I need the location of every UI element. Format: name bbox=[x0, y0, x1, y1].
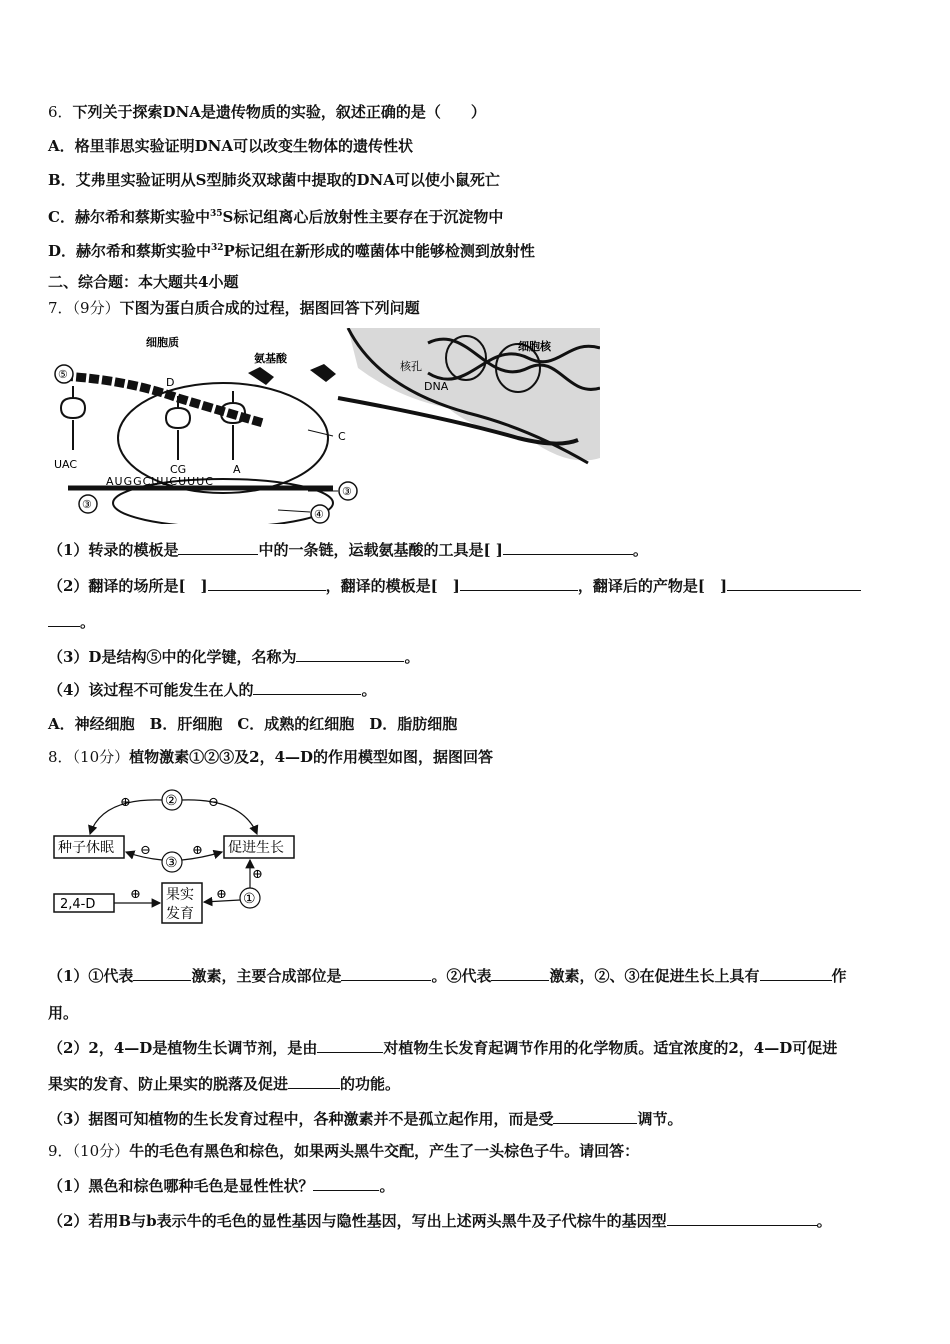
q6-option-d bbox=[48, 237, 535, 262]
section-2-heading: 二、综合题：本大题共4小题 bbox=[48, 273, 239, 291]
label-uac: UAC bbox=[54, 458, 78, 471]
q7-p1-a: （1）转录的模板是 bbox=[48, 541, 179, 559]
q9-p1-a: （1）黑色和棕色哪种毛色是显性性状？ bbox=[48, 1177, 314, 1195]
q7-p1-b: 中的一条链，运载氨基酸的工具是[ ] bbox=[258, 541, 503, 559]
q6-stem bbox=[48, 101, 486, 123]
q6-stem-text: 下列关于探索DNA是遗传物质的实验，叙述正确的是（ ） bbox=[72, 103, 486, 121]
label-cytoplasm: 细胞质 bbox=[146, 336, 179, 349]
q6-d-post: P标记组在新形成的噬菌体中能够检测到放射性 bbox=[223, 242, 535, 260]
sign-plus-24d-fruit: ⊕ bbox=[130, 887, 141, 902]
q6-option-a: A．格里菲思实验证明DNA可以改变生物体的遗传性状 bbox=[48, 137, 413, 155]
q7-part-2-cont bbox=[48, 610, 95, 633]
label-nucleus: 细胞核 bbox=[518, 340, 551, 353]
q6-option-c bbox=[48, 203, 503, 228]
q7-p2-blank-3-cont[interactable] bbox=[48, 610, 80, 627]
label-anticodon-mid: CG bbox=[170, 463, 187, 476]
q7-score: （9分） bbox=[72, 299, 120, 317]
q8-number: 8． bbox=[48, 748, 73, 766]
q7-p2-b: ，翻译的模板是[ ] bbox=[325, 577, 460, 595]
q8-p1-d: 激素，②、③在促进生长上具有 bbox=[549, 967, 760, 985]
q7-stem bbox=[48, 297, 420, 319]
q7-p2-a: （2）翻译的场所是[ ] bbox=[48, 577, 208, 595]
arrow-2-to-growth bbox=[182, 800, 257, 834]
q8-p2-blank-2[interactable] bbox=[288, 1072, 340, 1089]
q7-part-2 bbox=[48, 574, 861, 597]
q7-p3-a: （3）D是结构⑤中的化学键，名称为 bbox=[48, 648, 297, 666]
q7-part-3 bbox=[48, 645, 419, 668]
label-5: ⑤ bbox=[58, 368, 68, 381]
label-seed-dormancy: 种子休眠 bbox=[58, 840, 114, 856]
sign-plus-1-fruit: ⊕ bbox=[216, 887, 227, 902]
q8-part-2 bbox=[48, 1036, 837, 1059]
hormone-3-label: ③ bbox=[165, 855, 178, 871]
label-3b: ③ bbox=[82, 498, 92, 511]
free-amino-acid-2 bbox=[310, 364, 336, 382]
q8-p1-blank-1[interactable] bbox=[133, 964, 191, 981]
q8-p1-a: （1）①代表 bbox=[48, 967, 134, 985]
q9-p2-blank[interactable] bbox=[667, 1209, 817, 1226]
q6-d-sup: 32 bbox=[211, 243, 224, 253]
q6-c-post: S标记组离心后放射性主要存在于沉淀物中 bbox=[222, 208, 504, 226]
q9-p2-b: 。 bbox=[816, 1212, 832, 1230]
sign-minus-2-growth: ⊖ bbox=[208, 795, 219, 810]
q9-part-1 bbox=[48, 1174, 394, 1197]
label-fruit-line2: 发育 bbox=[166, 906, 194, 922]
trna-left bbox=[61, 386, 85, 450]
q8-p2-b: 对植物生长发育起调节作用的化学物质。适宜浓度的2，4—D可促进 bbox=[383, 1039, 838, 1057]
q8-p1-blank-4[interactable] bbox=[760, 964, 832, 981]
q7-number: 7． bbox=[48, 299, 73, 317]
label-fruit-line1: 果实 bbox=[166, 887, 194, 903]
sign-plus-3-growth: ⊕ bbox=[192, 843, 203, 858]
label-pore: 核孔 bbox=[400, 360, 422, 373]
q9-part-2 bbox=[48, 1209, 832, 1232]
q8-p2-a: （2）2，4—D是植物生长调节剂，是由 bbox=[48, 1039, 318, 1057]
q7-p2-blank-3[interactable] bbox=[727, 574, 861, 591]
q8-p3-blank[interactable] bbox=[553, 1107, 637, 1124]
q7-part-4 bbox=[48, 678, 376, 701]
free-amino-acid-1 bbox=[248, 367, 274, 385]
q8-p1-blank-2[interactable] bbox=[341, 964, 431, 981]
label-24d: 2,4-D bbox=[60, 897, 96, 912]
q7-p1-blank-1[interactable] bbox=[178, 538, 258, 555]
q6-option-b: B．艾弗里实验证明从S型肺炎双球菌中提取的DNA可以使小鼠死亡 bbox=[48, 171, 500, 189]
q9-stem-text: 牛的毛色有黑色和棕色，如果两头黑牛交配，产生了一头棕色子牛。请回答： bbox=[129, 1142, 640, 1160]
protein-synthesis-figure bbox=[48, 328, 600, 524]
label-dna: DNA bbox=[424, 380, 449, 393]
q7-p4-b: 。 bbox=[361, 681, 377, 699]
q8-stem-text: 植物激素①②③及2，4—D的作用模型如图，据图回答 bbox=[129, 748, 494, 766]
q8-p2-c: 果实的发育、防止果实的脱落及促进 bbox=[48, 1075, 289, 1093]
sign-minus-3-dormancy: ⊖ bbox=[140, 843, 151, 858]
q8-score: （10分） bbox=[72, 748, 130, 766]
q9-number: 9． bbox=[48, 1142, 73, 1160]
q9-score: （10分） bbox=[72, 1142, 130, 1160]
q9-p1-blank[interactable] bbox=[313, 1174, 379, 1191]
q6-number: 6． bbox=[48, 103, 73, 121]
label-mrna-sequence: AUGGCUUCUUUC bbox=[106, 475, 214, 488]
label-d: D bbox=[166, 376, 175, 389]
plant-hormone-diagram bbox=[52, 788, 302, 928]
q8-p3-a: （3）据图可知植物的生长发育过程中，各种激素并不是孤立起作用，而是受 bbox=[48, 1110, 554, 1128]
q7-p2-end: 。 bbox=[80, 613, 96, 631]
q7-p4-a: （4）该过程不可能发生在人的 bbox=[48, 681, 254, 699]
hormone-1-label: ① bbox=[243, 891, 256, 907]
label-amino-acid: 氨基酸 bbox=[254, 352, 287, 365]
hormone-2-label: ② bbox=[165, 793, 178, 809]
q7-part-1 bbox=[48, 538, 648, 561]
q8-p1-c: 。②代表 bbox=[431, 967, 492, 985]
q6-c-sup: 35 bbox=[209, 209, 223, 219]
q8-stem bbox=[48, 746, 493, 768]
label-promote-growth: 促进生长 bbox=[228, 840, 284, 856]
q9-stem bbox=[48, 1140, 639, 1162]
q8-part-3 bbox=[48, 1107, 682, 1130]
q8-p1-e: 作 bbox=[831, 967, 847, 985]
label-anticodon-right: A bbox=[233, 463, 241, 476]
q7-p1-blank-2[interactable] bbox=[503, 538, 633, 555]
pointer-4 bbox=[278, 510, 310, 512]
q7-p4-blank[interactable] bbox=[253, 678, 361, 695]
q6-c-pre: C．赫尔希和蔡斯实验中 bbox=[48, 208, 210, 226]
q7-p2-blank-1[interactable] bbox=[208, 574, 326, 591]
q8-part-1-cont: 用。 bbox=[48, 1004, 79, 1022]
q8-p2-d: 的功能。 bbox=[340, 1075, 401, 1093]
label-3: ③ bbox=[342, 485, 352, 498]
q6-d-pre: D．赫尔希和蔡斯实验中 bbox=[48, 242, 212, 260]
q9-p2-a: （2）若用B与b表示牛的毛色的显性基因与隐性基因，写出上述两头黑牛及子代棕牛的基因型 bbox=[48, 1212, 667, 1230]
q7-p3-b: 。 bbox=[404, 648, 420, 666]
q8-p1-b: 激素，主要合成部位是 bbox=[191, 967, 342, 985]
q8-p1-blank-3[interactable] bbox=[491, 964, 549, 981]
label-4: ④ bbox=[314, 508, 324, 521]
sign-plus-1-growth: ⊕ bbox=[252, 867, 263, 882]
q7-p2-c: ，翻译后的产物是[ ] bbox=[577, 577, 728, 595]
nucleus-region bbox=[348, 328, 600, 461]
trna-middle bbox=[166, 396, 190, 460]
q7-p3-blank[interactable] bbox=[296, 645, 404, 662]
q7-stem-text: 下图为蛋白质合成的过程，据图回答下列问题 bbox=[119, 299, 420, 317]
pointer-c bbox=[308, 430, 333, 436]
q7-p1-c: 。 bbox=[632, 541, 648, 559]
q8-part-2-cont bbox=[48, 1072, 400, 1095]
q9-p1-b: 。 bbox=[379, 1177, 395, 1195]
q8-part-1 bbox=[48, 964, 847, 987]
q8-p3-b: 调节。 bbox=[637, 1110, 683, 1128]
sign-plus-2-dormancy: ⊕ bbox=[120, 795, 131, 810]
q8-p2-blank-1[interactable] bbox=[317, 1036, 383, 1053]
q7-options: A．神经细胞 B．肝细胞 C．成熟的红细胞 D．脂肪细胞 bbox=[48, 715, 458, 733]
q7-p2-blank-2[interactable] bbox=[460, 574, 578, 591]
trna-right bbox=[221, 391, 245, 460]
label-c: C bbox=[338, 430, 346, 443]
